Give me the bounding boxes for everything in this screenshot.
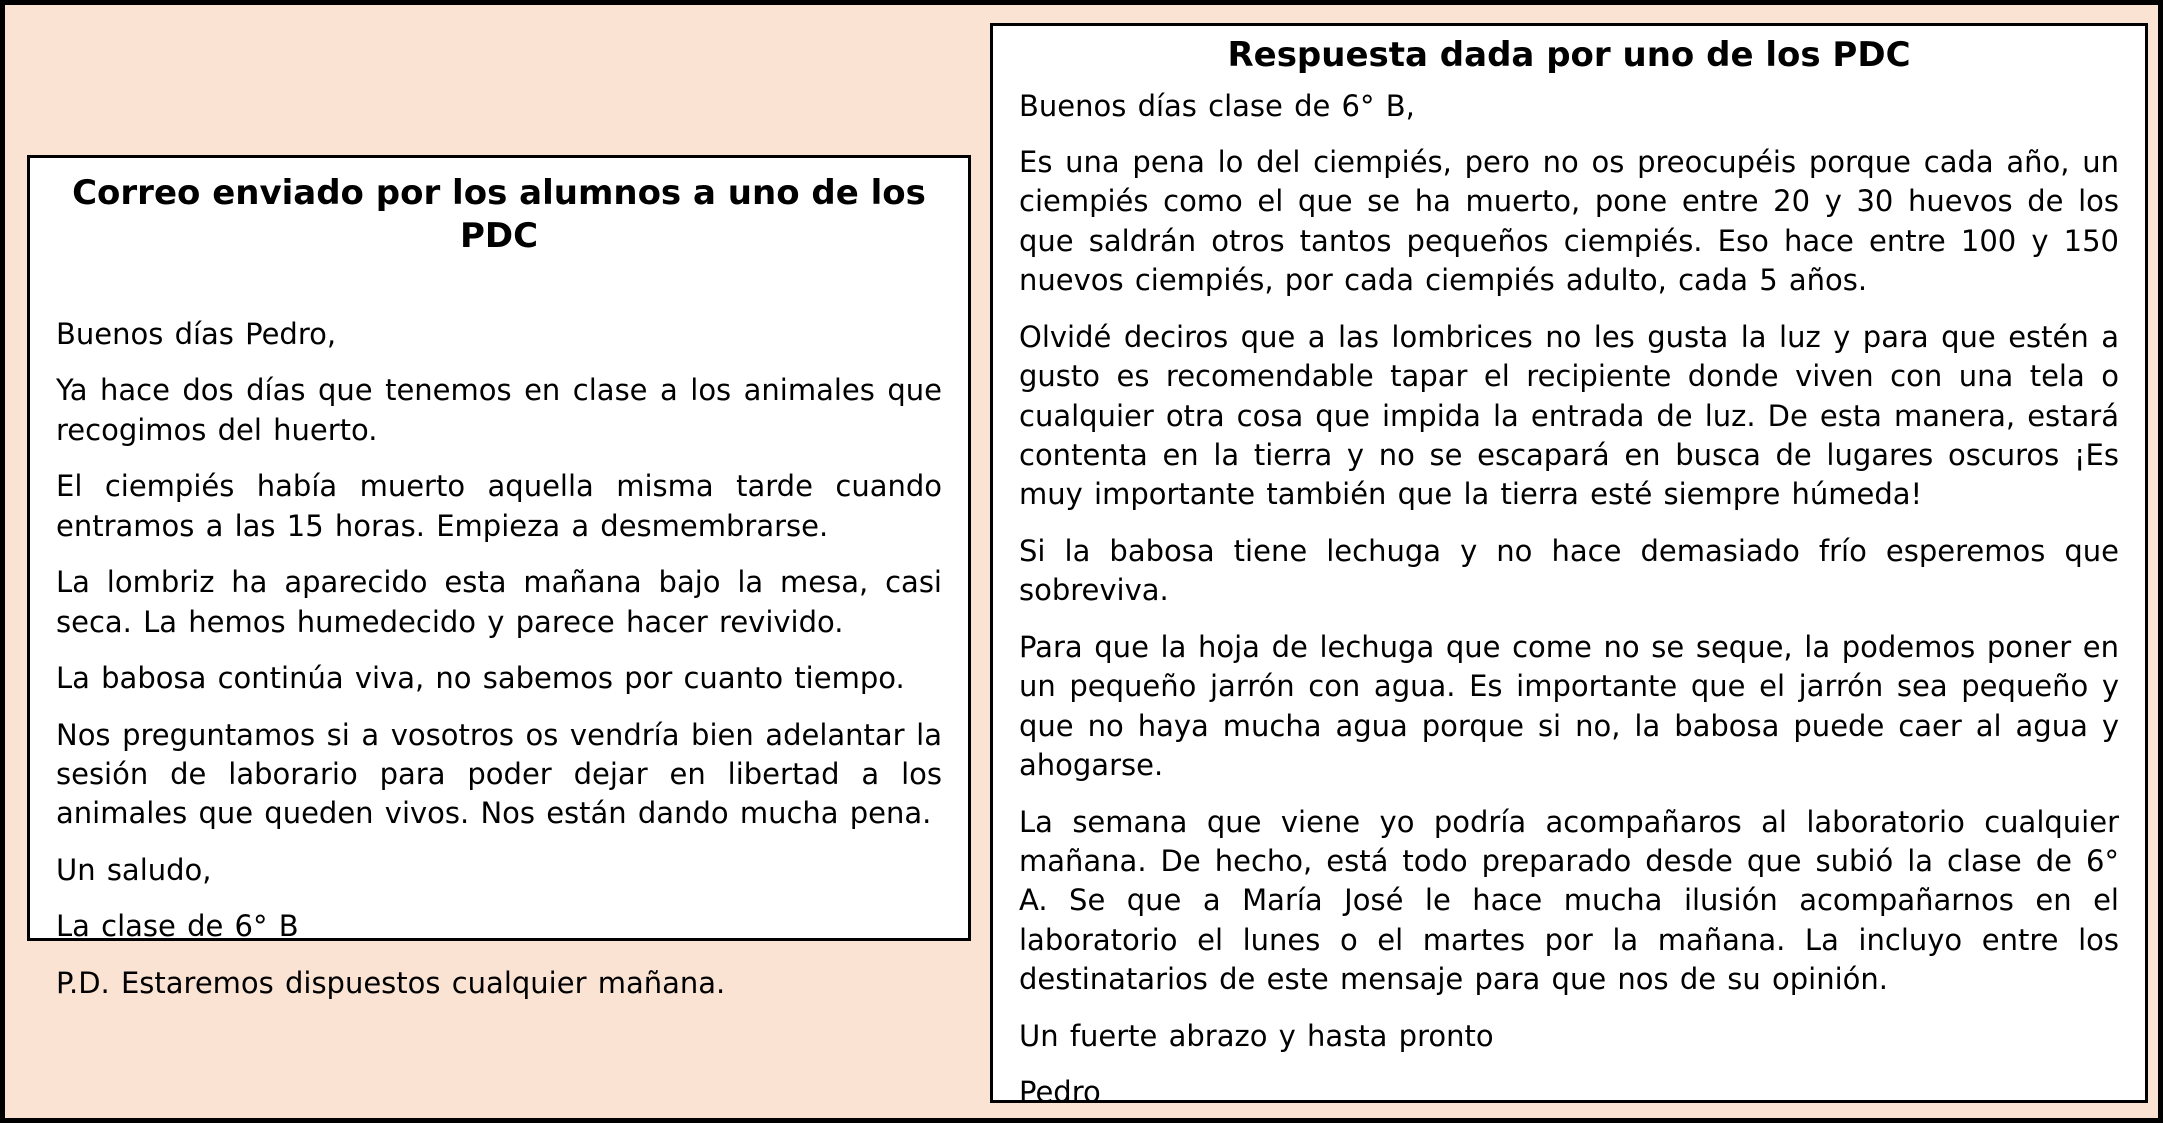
paragraph: Ya hace dos días que tenemos en clase a los animales que recogimos del huerto. bbox=[56, 373, 942, 447]
students-email-body bbox=[56, 315, 942, 1003]
students-email-title: Correo enviado por los alumnos a uno de los PDC bbox=[72, 173, 926, 256]
pdc-reply-title: Respuesta dada por uno de los PDC bbox=[1227, 35, 1911, 75]
paragraph: Un saludo, bbox=[56, 852, 212, 887]
paragraph: Olvidé deciros que a las lombrices no les gusta la luz y para que estén a gusto es recomendable tapar el recipiente donde viven con una tela o cualquier otra cosa que impida la entrada de luz. De esta manera, estará contenta en la tierra y no se escapará en busca de lugares oscuros ¡Es muy importante también que la tierra esté siempre húmeda! bbox=[1019, 319, 2119, 512]
paragraph: El ciempiés había muerto aquella misma tarde cuando entramos a las 15 horas. Empieza a desmembrarse. bbox=[56, 469, 942, 543]
paragraph: Es una pena lo del ciempiés, pero no os preocupéis porque cada año, un ciempiés como el que se ha muerto, pone entre 20 y 30 huevos de los que saldrán otros tantos pequeños ciempiés. Eso hace entre 100 y 150 nuevos ciempiés, por cada ciempiés adulto, cada 5 años. bbox=[1019, 144, 2119, 298]
paragraph: Si la babosa tiene lechuga y no hace demasiado frío esperemos que sobreviva. bbox=[1019, 533, 2119, 608]
pdc-reply-box bbox=[990, 23, 2148, 1110]
paragraph: Buenos días Pedro, bbox=[56, 317, 337, 351]
pdc-reply-body bbox=[1019, 87, 2119, 1113]
paragraph: La semana que viene yo podría acompañaros al laboratorio cualquier mañana. De hecho, está todo preparado desde que subió la clase de 6° A. Se que a María José le hace mucha ilusión acompañarnos en el laboratorio el lunes o el martes por la mañana. La incluyo entre los destinatarios de este mensaje para que nos de su opinión. bbox=[1019, 804, 2119, 997]
paragraph: Pedro bbox=[1019, 1075, 1101, 1110]
paragraph: La clase de 6° B bbox=[56, 909, 299, 944]
paragraph: La babosa continúa viva, no sabemos por cuanto tiempo. bbox=[56, 661, 905, 696]
paragraph: Nos preguntamos si a vosotros os vendría bien adelantar la sesión de laborario para poder dejar en libertad a los animales que queden vivos. Nos están dando mucha pena. bbox=[56, 717, 942, 831]
paragraph: Para que la hoja de lechuga que come no se seque, la podemos poner en un pequeño jarrón con agua. Es importante que el jarrón sea pequeño y que no haya mucha agua porque si no, la babosa puede caer al agua y ahogarse. bbox=[1019, 629, 2119, 783]
paragraph: Buenos días clase de 6° B, bbox=[1019, 88, 1415, 123]
paragraph: La lombriz ha aparecido esta mañana bajo la mesa, casi seca. La hemos humedecido y parece hacer revivido. bbox=[56, 565, 942, 639]
paragraph: Un fuerte abrazo y hasta pronto bbox=[1019, 1018, 1494, 1053]
paragraph: P.D. Estaremos dispuestos cualquier mañana. bbox=[56, 965, 726, 1000]
students-email-box bbox=[27, 155, 971, 1000]
